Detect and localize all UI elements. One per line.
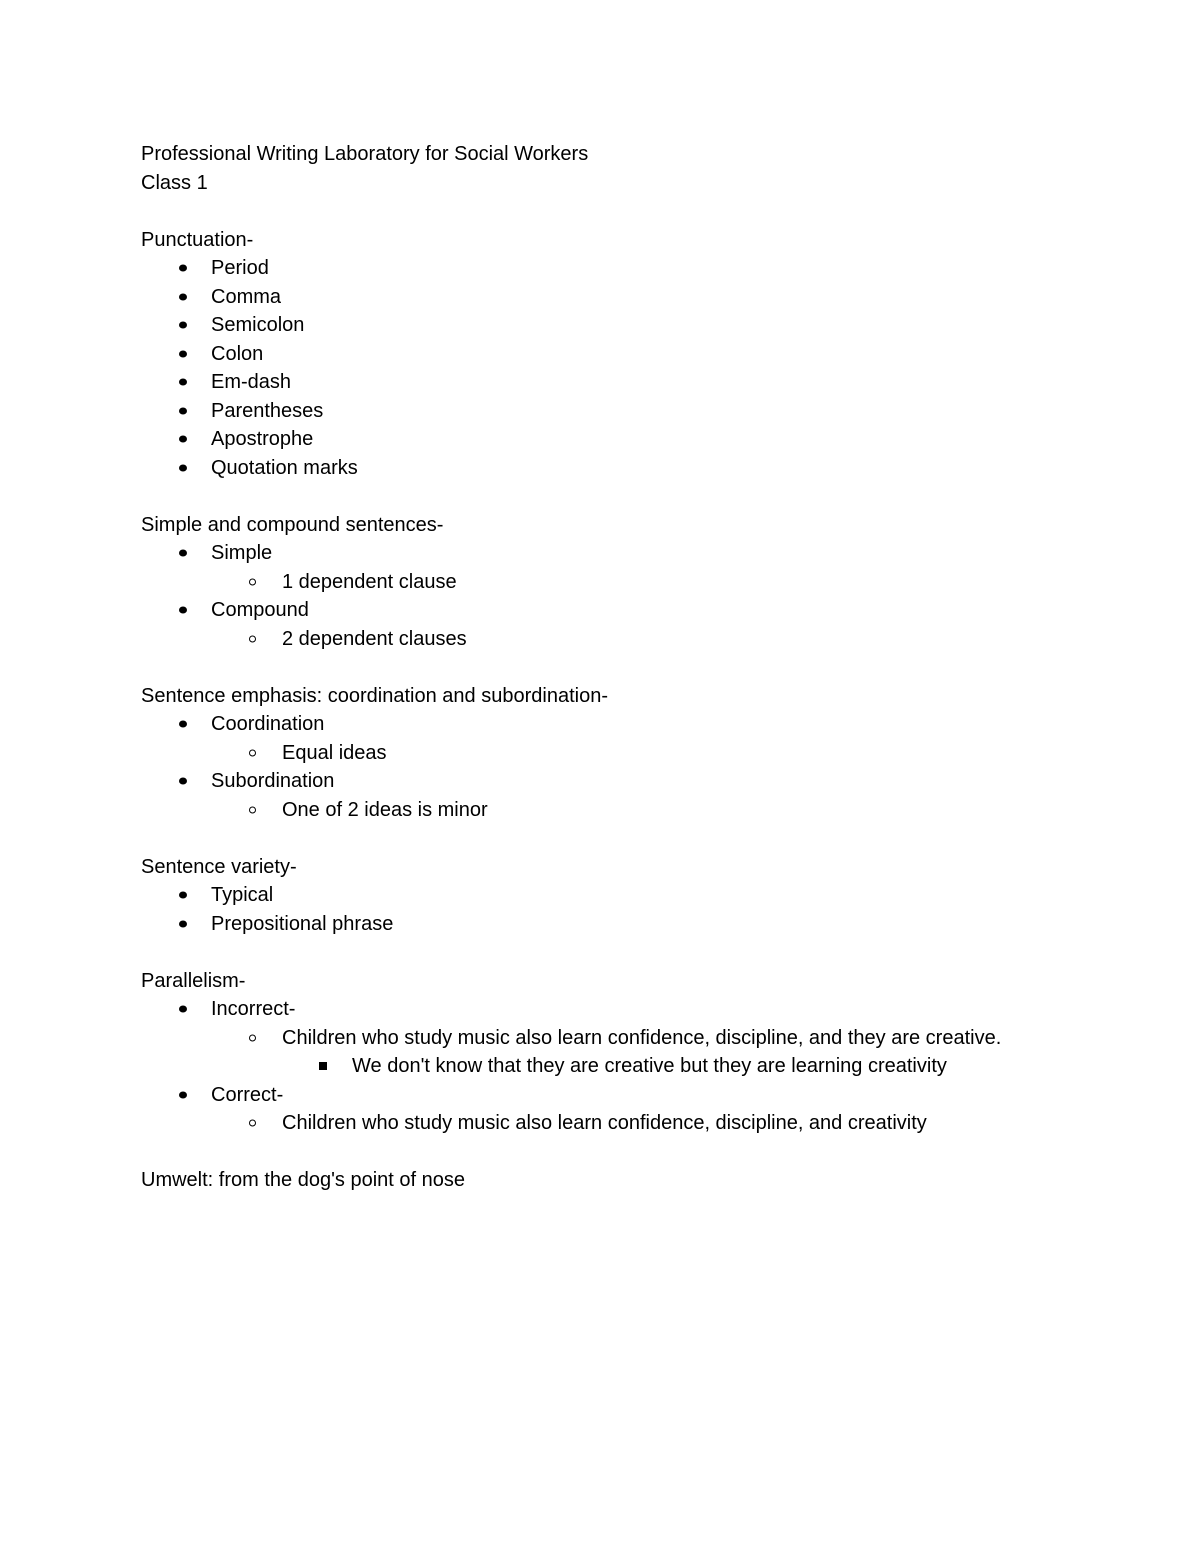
sub-list-item	[141, 1109, 1101, 1138]
document-page	[141, 140, 1101, 1195]
list-item-text: Correct-	[211, 1083, 284, 1106]
bullet-icon	[179, 721, 187, 728]
list-item	[141, 368, 1101, 397]
spacer	[141, 1138, 1101, 1167]
document-subtitle: Class 1	[141, 171, 208, 194]
list-item-text: We don't know that they are creative but they are learning creativity	[352, 1055, 947, 1077]
section-heading-variety: Sentence variety-	[141, 855, 297, 878]
section-heading-umwelt: Umwelt: from the dog's point of nose	[141, 1169, 465, 1191]
sub-list-item	[141, 739, 1101, 768]
list-item-text: Em-dash	[211, 371, 292, 393]
bullet-icon	[179, 550, 187, 557]
spacer	[141, 197, 1101, 226]
list-item	[141, 910, 1101, 939]
list-item-text: 1 dependent clause	[282, 570, 457, 593]
list-item-text: Compound	[211, 599, 309, 621]
bullet-icon	[179, 607, 187, 614]
hollow-bullet-icon	[249, 1120, 256, 1127]
list-item	[141, 767, 1101, 796]
bullet-icon	[179, 407, 187, 414]
list-item-text: Prepositional phrase	[211, 912, 394, 935]
list-item-text: Equal ideas	[282, 741, 387, 764]
spacer	[141, 824, 1101, 853]
spacer	[141, 653, 1101, 682]
list-item	[141, 995, 1101, 1024]
list-item	[141, 397, 1101, 426]
list-item-text: Subordination	[211, 770, 335, 792]
sub-list-item	[141, 796, 1101, 825]
list-item-text: Coordination	[211, 713, 325, 735]
sub-list-item	[141, 568, 1101, 597]
bullet-icon	[179, 920, 187, 927]
list-item-text: Apostrophe	[211, 428, 314, 450]
list-item-text: Period	[211, 257, 269, 279]
bullet-icon	[179, 265, 187, 272]
bullet-icon	[179, 1006, 187, 1013]
list-item-text: Simple	[211, 542, 273, 564]
bullet-icon	[179, 464, 187, 471]
section-heading-parallelism: Parallelism-	[141, 969, 246, 992]
list-item-text: Colon	[211, 342, 264, 365]
hollow-bullet-icon	[249, 578, 256, 585]
bullet-icon	[179, 350, 187, 357]
list-item	[141, 881, 1101, 910]
section-heading-sentences: Simple and compound sentences-	[141, 513, 444, 536]
sub-list-item	[141, 625, 1101, 654]
hollow-bullet-icon	[249, 806, 256, 813]
bullet-icon	[179, 322, 187, 329]
list-item	[141, 596, 1101, 625]
spacer	[141, 938, 1101, 967]
list-item	[141, 539, 1101, 568]
list-item-text: Typical	[211, 884, 274, 906]
list-item-text: One of 2 ideas is minor	[282, 798, 488, 821]
list-item	[141, 454, 1101, 483]
list-item	[141, 710, 1101, 739]
list-item	[141, 425, 1101, 454]
list-item	[141, 1081, 1101, 1110]
section-heading-emphasis: Sentence emphasis: coordination and subordination-	[141, 684, 608, 707]
bullet-icon	[179, 1091, 187, 1098]
bullet-icon	[179, 379, 187, 386]
bullet-icon	[179, 436, 187, 443]
square-bullet-icon	[319, 1062, 327, 1070]
spacer	[141, 482, 1101, 511]
bullet-icon	[179, 892, 187, 899]
bullet-icon	[179, 778, 187, 785]
list-item	[141, 311, 1101, 340]
hollow-bullet-icon	[249, 1034, 256, 1041]
section-heading-punctuation: Punctuation-	[141, 228, 254, 251]
list-item-text: Children who study music also learn confidence, discipline, and they are creative.	[282, 1026, 1002, 1049]
list-item-text: Semicolon	[211, 314, 305, 336]
list-item	[141, 340, 1101, 369]
hollow-bullet-icon	[249, 749, 256, 756]
sub-sub-list-item	[141, 1052, 1101, 1081]
list-item-text: 2 dependent clauses	[282, 627, 467, 650]
list-item	[141, 254, 1101, 283]
hollow-bullet-icon	[249, 635, 256, 642]
list-item	[141, 283, 1101, 312]
list-item-text: Quotation marks	[211, 456, 358, 479]
sub-list-item	[141, 1024, 1101, 1053]
list-item-text: Parentheses	[211, 399, 324, 422]
list-item-text: Incorrect-	[211, 998, 296, 1020]
list-item-text: Comma	[211, 285, 282, 308]
document-title: Professional Writing Laboratory for Social Workers	[141, 143, 589, 165]
bullet-icon	[179, 293, 187, 300]
list-item-text: Children who study music also learn confidence, discipline, and creativity	[282, 1112, 927, 1134]
